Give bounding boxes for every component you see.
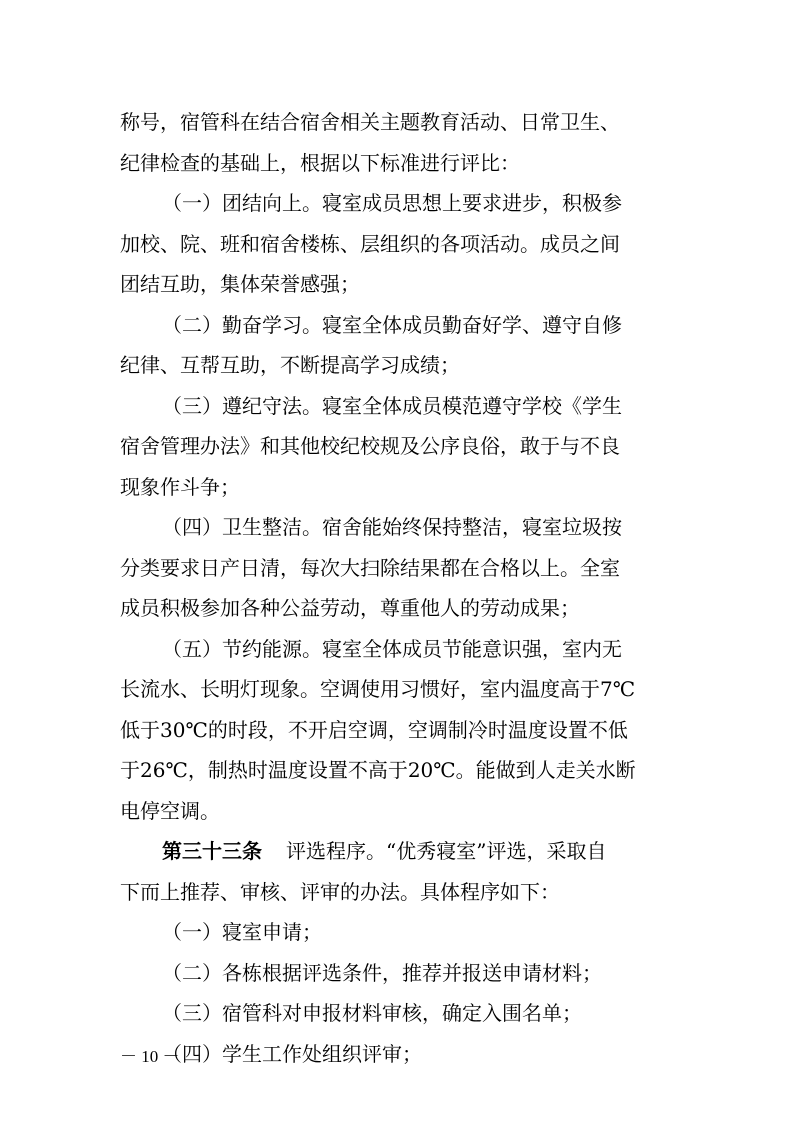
article-33-line [120,831,676,872]
text-line: 低于30℃的时段，不开启空调，空调制冷时温度设置不低 [120,717,628,742]
text-line: 纪律检查的基础上，根据以下标准进行评比： [120,150,520,175]
article-text: 评选程序。“优秀寝室”评选，采取自 [286,839,607,863]
text-line: 现象作斗争； [120,474,240,499]
text-line: （一）团结向上。寝室成员思想上要求进步，积极参 [162,191,622,215]
text-line: （二）各栋根据评选条件，推荐并报送申请材料； [162,960,602,985]
text-line: （四）学生工作处组织评审； [162,1041,422,1066]
text-line: （四）卫生整洁。宿舍能始终保持整洁，寝室垃圾按 [162,515,622,539]
article-heading: 第三十三条 [162,839,262,863]
text-line: 称号，宿管科在结合宿舍相关主题教育活动、日常卫生、 [120,110,620,134]
body-text [120,102,676,1074]
text-line: 宿舍管理办法》和其他校纪校规及公序良俗，敢于与不良 [120,434,620,458]
text-line: 分类要求日产日清，每次大扫除结果都在合格以上。全室 [120,555,620,580]
text-line: （二）勤奋学习。寝室全体成员勤奋好学、遵守自修 [162,312,622,337]
text-line: （三）宿管科对申报材料审核，确定入围名单； [162,1001,582,1025]
text-line: （五）节约能源。寝室全体成员节能意识强，室内无 [162,636,622,661]
text-line: 纪律、互帮互助，不断提高学习成绩； [120,353,460,377]
text-line: （三）遵纪守法。寝室全体成员模范遵守学校《学生 [162,393,622,418]
text-line: （一）寝室申请； [162,920,322,944]
text-line: 加校、院、班和宿舍楼栋、层组织的各项活动。成员之间 [120,231,620,256]
text-line: 电停空调。 [120,798,220,823]
text-line: 下而上推荐、审核、评审的办法。具体程序如下： [120,879,560,904]
text-line: 于26℃，制热时温度设置不高于20℃。能做到人走关水断 [120,758,636,782]
text-line: 成员积极参加各种公益劳动，尊重他人的劳动成果； [120,596,580,620]
text-line: 长流水、长明灯现象。空调使用习惯好，室内温度高于7℃ [120,677,636,701]
page-number: － 10 － [120,1047,180,1066]
text-line: 团结互助，集体荣誉感强； [120,272,360,296]
